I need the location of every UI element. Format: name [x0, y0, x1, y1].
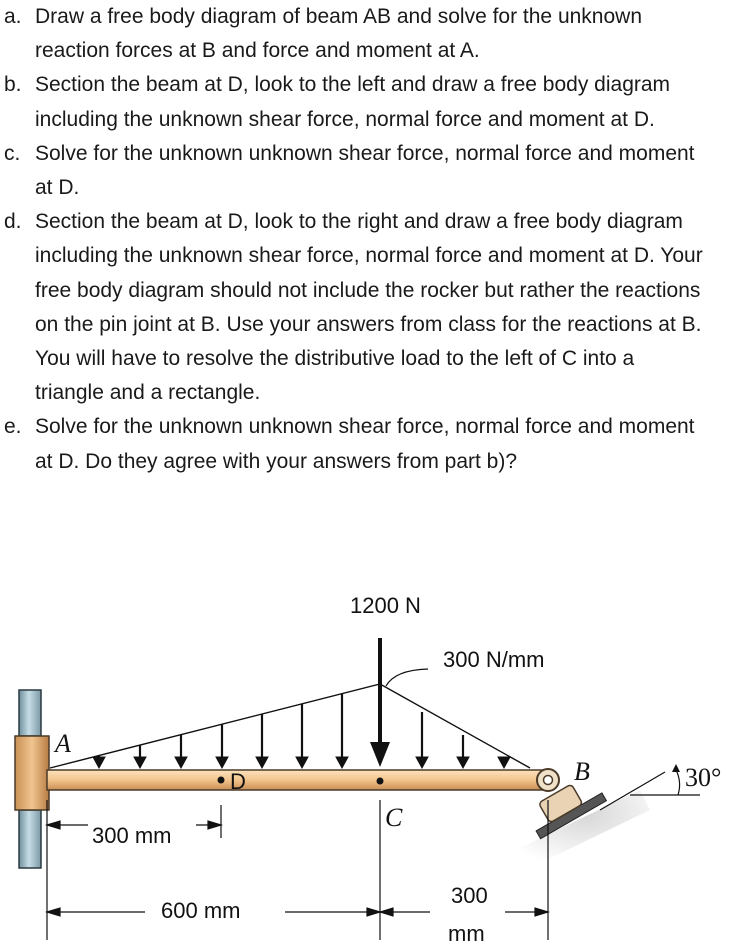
dim-ad-label: 300 mm: [92, 823, 172, 848]
load-leader-line: [386, 669, 428, 686]
question-a: [0, 0, 733, 68]
question-text: Solve for the unknown unknown shear force, normal force and moment at D.: [35, 141, 695, 200]
point-d-label: D: [230, 769, 246, 794]
wall-post-lower: [19, 810, 41, 868]
point-c-dot: [377, 778, 384, 785]
angle-arc-arrow: [672, 764, 680, 772]
point-c-label: C: [385, 803, 403, 832]
distributed-load-outline: [50, 684, 530, 768]
rocker-support: [520, 764, 700, 868]
dim-cb-arrow-left: [380, 908, 393, 916]
load-arrow-head: [134, 757, 146, 768]
distributed-load-arrows: [93, 694, 510, 768]
dim-ac-arrow-left: [47, 908, 60, 916]
dim-ad-arrow-right: [208, 821, 221, 829]
point-b-label: B: [574, 757, 590, 786]
dim-cb-arrow-right: [535, 908, 548, 916]
load-arrow-head: [336, 757, 348, 768]
wall-support: [15, 690, 49, 868]
dim-cb-value: 300: [451, 883, 488, 908]
distributed-load-label: 300 N/mm: [443, 647, 545, 672]
beam-figure: [0, 560, 733, 945]
question-e: [0, 410, 733, 478]
point-force-head: [370, 742, 390, 767]
beam: [47, 770, 547, 790]
angle-label: 30°: [685, 763, 722, 792]
question-marker: c.: [4, 141, 21, 165]
load-arrow-head: [457, 757, 469, 768]
point-force-label: 1200 N: [350, 593, 421, 618]
question-marker: b.: [4, 73, 22, 97]
question-d: [0, 205, 733, 410]
question-c: [0, 137, 733, 205]
load-arrow-head: [416, 757, 428, 768]
dim-cb-unit: mm: [448, 921, 485, 945]
point-a-label: A: [55, 729, 71, 758]
load-arrow-head: [498, 757, 510, 768]
point-force-arrow: [370, 638, 390, 767]
dimension-lines: [47, 800, 548, 940]
question-marker: d.: [4, 210, 22, 234]
point-d-dot: [218, 777, 225, 784]
question-marker: a.: [4, 5, 22, 28]
dim-ac-label: 600 mm: [161, 898, 241, 923]
question-text: Solve for the unknown unknown shear force, normal force and moment at D. Do they agree with your answers from part b)?: [35, 415, 695, 473]
load-arrow-head: [175, 757, 187, 768]
question-text: Section the beam at D, look to the left and draw a free body diagram including the unknown shear force, normal force and moment at D.: [35, 73, 671, 131]
load-arrow-head: [93, 757, 105, 768]
load-arrow-head: [296, 757, 308, 768]
load-arrow-head: [256, 757, 268, 768]
question-text: Section the beam at D, look to the right and draw a free body diagram including the unknown shear force, normal force and moment at D. Your free body diagram should not include the rocker but rather the reactions on the pin joint at B. Use your answers from class for the reactions at B. You will have to resolve the distributive load to the left of C into a triangle and a rectangle.: [35, 210, 703, 405]
pin-b-hole: [544, 776, 553, 785]
dim-ad-arrow-left: [47, 821, 60, 829]
question-marker: e.: [4, 415, 22, 439]
beam-diagram: [0, 560, 733, 945]
question-text: Draw a free body diagram of beam AB and solve for the unknown reaction forces at B and force and moment at A.: [35, 5, 643, 63]
load-arrow-head: [216, 757, 228, 768]
angle-arc: [676, 770, 680, 795]
question-b: [0, 68, 733, 136]
wall-post-upper: [19, 690, 41, 736]
wall-plate: [15, 736, 49, 810]
